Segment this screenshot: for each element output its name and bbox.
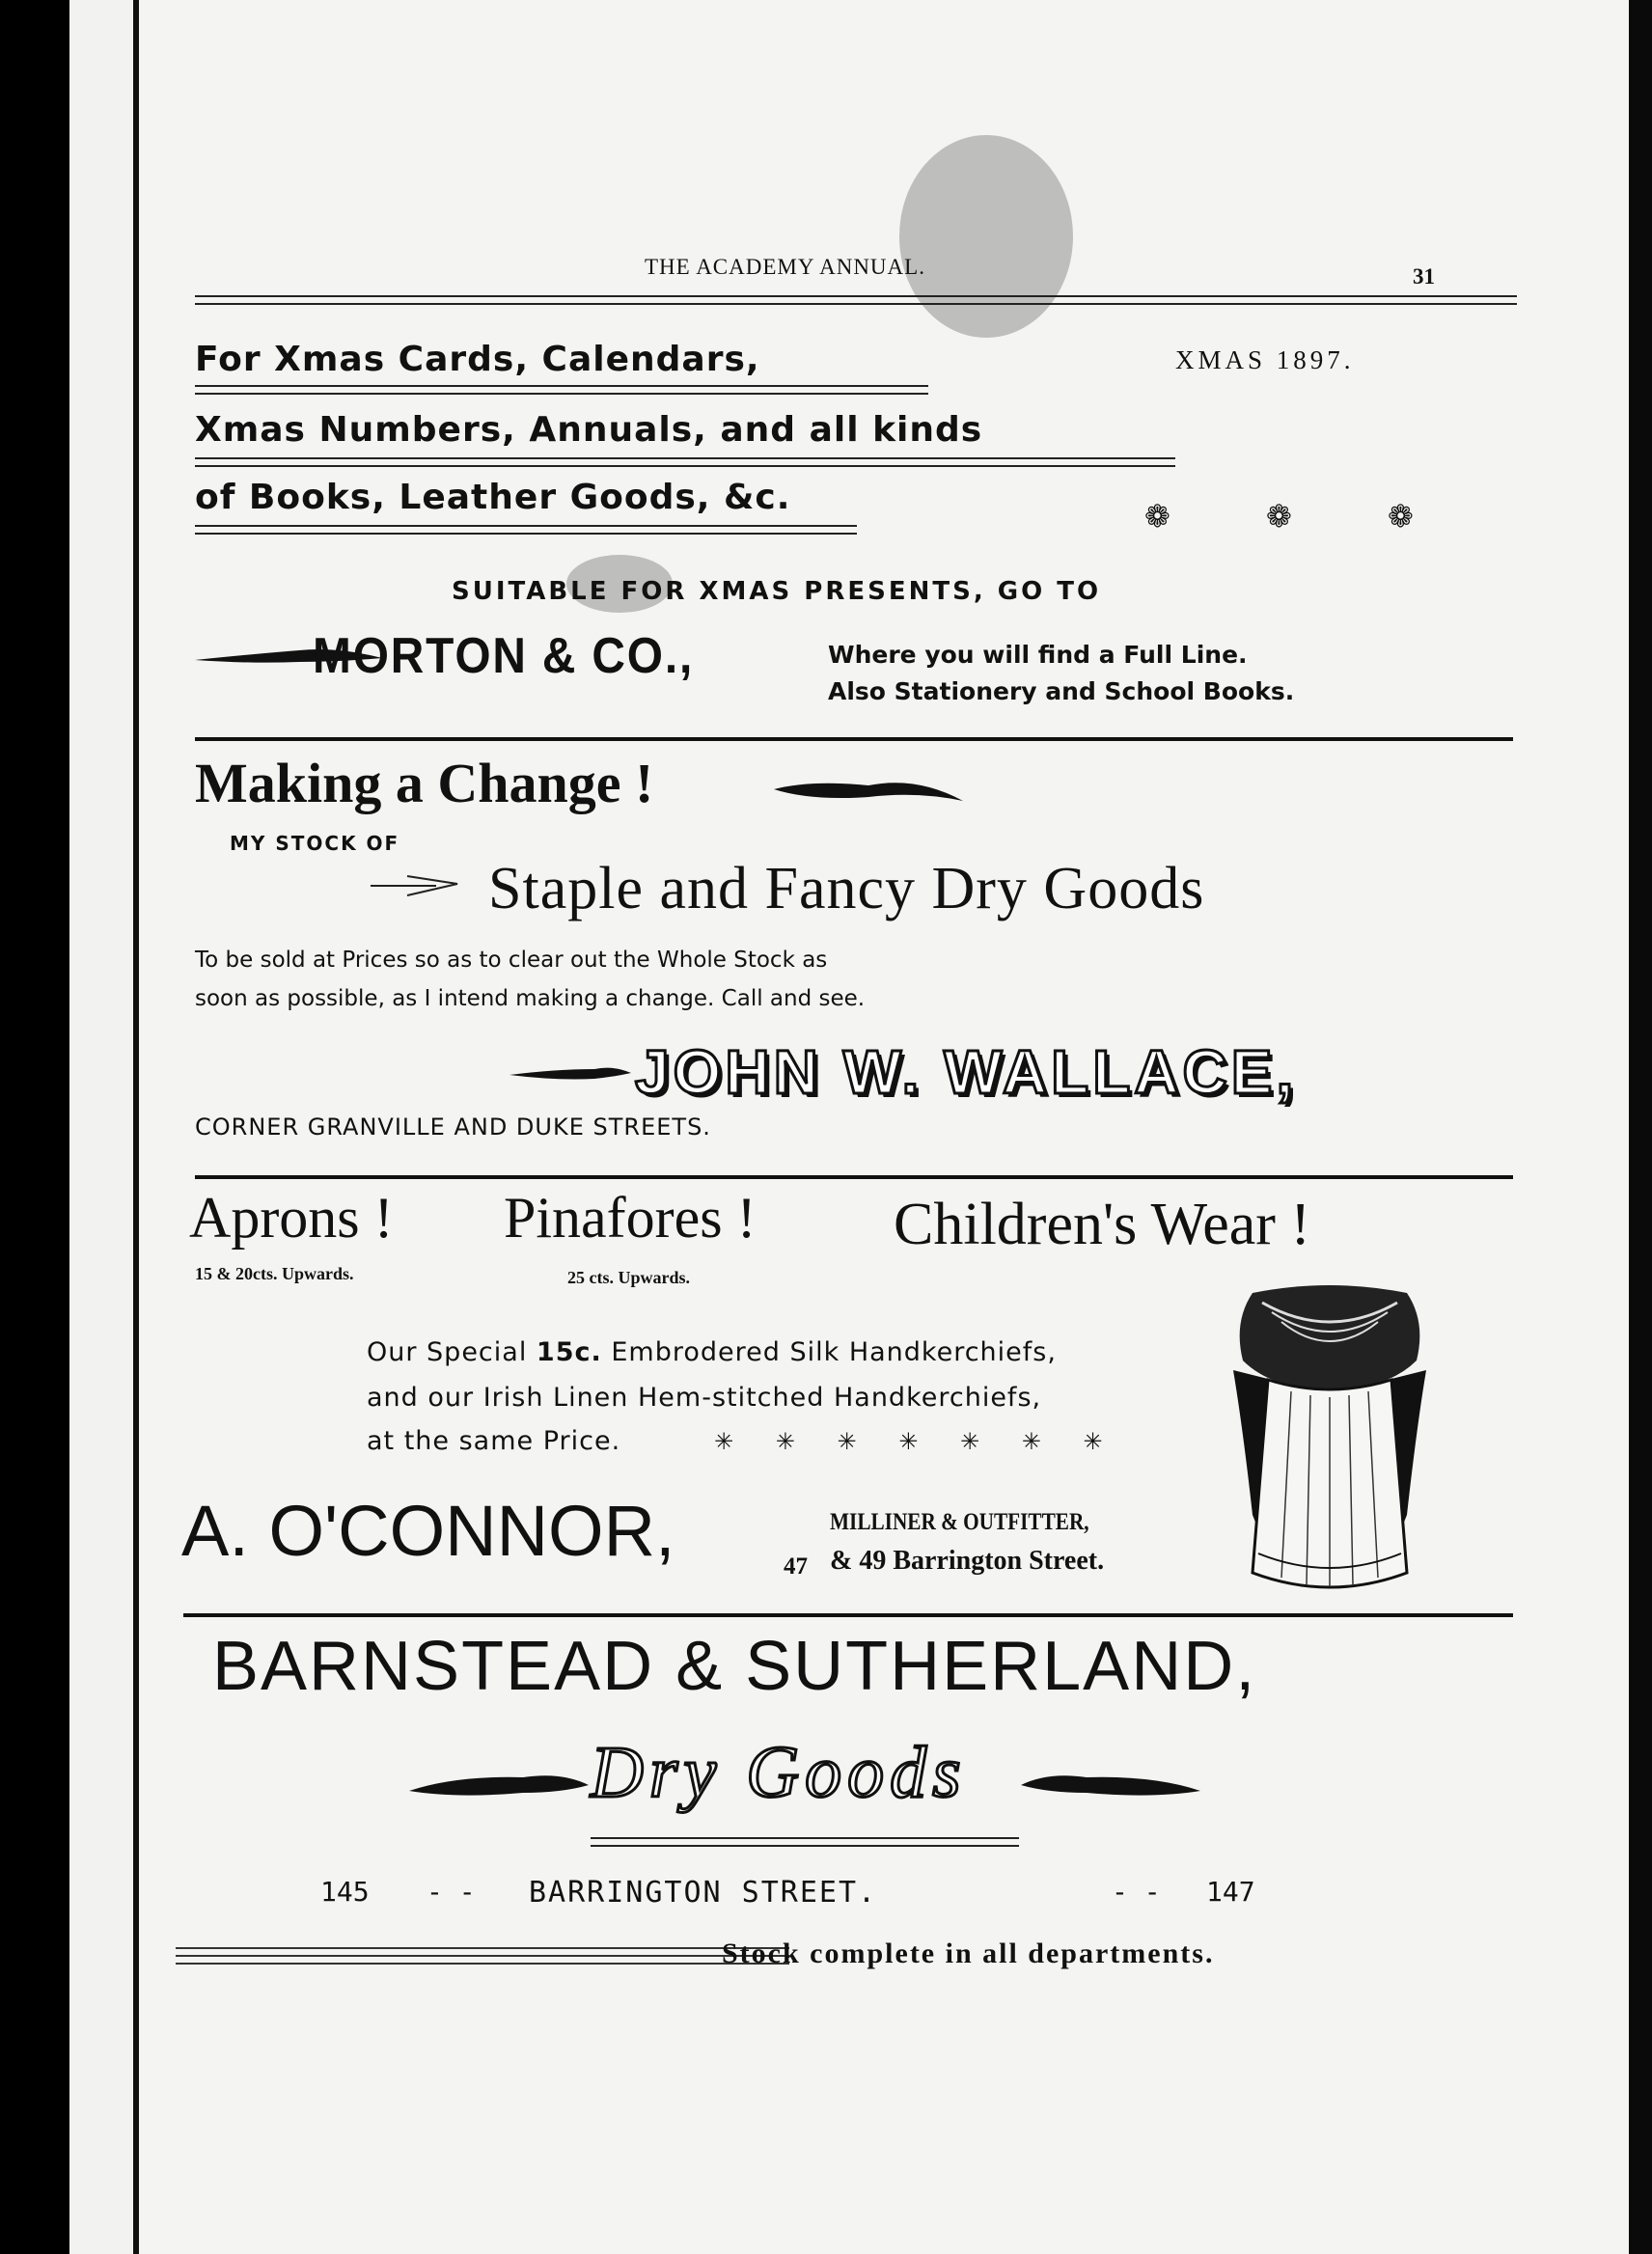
morton-line-1: For Xmas Cards, Calendars,: [195, 340, 760, 379]
flower-ornament-icon: ❁: [1266, 498, 1292, 535]
oconnor-number: 47: [784, 1553, 808, 1580]
page: [69, 0, 1652, 2254]
wallace-body-2: soon as possible, as I intend making a change. Call and see.: [195, 986, 866, 1011]
dashes-1: - -: [427, 1876, 476, 1908]
flower-ornament-icon: ❁: [1144, 498, 1170, 535]
book-spine: [69, 0, 139, 2254]
pinafore-illustration: [1233, 1283, 1426, 1598]
oconnor-name: A. O'CONNOR,: [181, 1491, 675, 1571]
special-line-3: at the same Price.: [367, 1426, 621, 1456]
morton-tagline-2: Also Stationery and School Books.: [828, 677, 1295, 705]
morton-line-3: of Books, Leather Goods, &c.: [195, 478, 791, 517]
pinafores-heading: Pinafores !: [504, 1186, 757, 1250]
my-stock-label: MY STOCK OF: [230, 832, 400, 855]
xmas-date: XMAS 1897.: [1175, 345, 1355, 374]
running-title: THE ACADEMY ANNUAL.: [645, 255, 925, 279]
making-change-headline: Making a Change !: [195, 752, 654, 814]
aprons-price: 15 & 20cts. Upwards.: [195, 1264, 354, 1283]
barnstead-name: BARNSTEAD & SUTHERLAND,: [212, 1628, 1257, 1705]
suitable-line: SUITABLE FOR XMAS PRESENTS, GO TO: [452, 577, 1102, 606]
pointer-flourish-icon: [369, 863, 465, 901]
wallace-address: CORNER GRANVILLE AND DUKE STREETS.: [195, 1113, 711, 1141]
dry-goods-heading: Dry Goods: [591, 1732, 967, 1813]
special-text-a: Our Special: [367, 1337, 537, 1367]
header-rule: [195, 295, 1517, 305]
page-number: 31: [1413, 264, 1435, 289]
staple-goods-line: Staple and Fancy Dry Goods: [488, 856, 1205, 921]
pinafores-price: 25 cts. Upwards.: [567, 1268, 691, 1287]
flourish-right-icon: [772, 772, 965, 811]
special-text-c: Embrodered Silk Handkerchiefs,: [601, 1337, 1057, 1367]
flourish-left-icon: [508, 1061, 633, 1086]
morton-firm-name: MORTON & CO.,: [313, 628, 695, 684]
flourish-right-icon: [1019, 1766, 1202, 1804]
flower-ornament-icon: ❁: [1388, 498, 1414, 535]
oconnor-trade: MILLINER & OUTFITTER,: [830, 1509, 1089, 1535]
stock-rule-3: [176, 1963, 789, 1965]
morton-underline-3: [195, 525, 857, 535]
wallace-name: JOHN W. WALLACE,: [635, 1037, 1298, 1107]
morton-underline-2: [195, 457, 1175, 467]
dashes-2: - -: [1112, 1876, 1161, 1908]
stock-rule-2: [176, 1955, 789, 1957]
stock-complete-line: Stock complete in all departments.: [722, 1938, 1215, 1969]
section-divider: [195, 737, 1513, 741]
morton-line-2: Xmas Numbers, Annuals, and all kinds: [195, 410, 983, 450]
morton-underline-1: [195, 385, 928, 395]
page-edge-shadow: [1629, 0, 1652, 2254]
morton-tagline-1: Where you will find a Full Line.: [828, 641, 1248, 669]
oconnor-street: & 49 Barrington Street.: [830, 1546, 1105, 1576]
street-number-2: 147: [1206, 1876, 1255, 1908]
flourish-left-icon: [407, 1766, 591, 1804]
special-line-2: and our Irish Linen Hem-stitched Handkerchiefs,: [367, 1383, 1042, 1413]
childrens-wear-heading: Children's Wear !: [894, 1192, 1311, 1257]
asterisk-row-icon: ✳ ✳ ✳ ✳ ✳ ✳ ✳: [714, 1428, 1120, 1455]
stock-rule-1: [176, 1947, 789, 1949]
water-stain: [899, 135, 1073, 338]
street-number-1: 145: [320, 1876, 370, 1908]
special-line-1: [367, 1337, 1057, 1367]
section-divider: [195, 1175, 1513, 1179]
goods-underline: [591, 1837, 1019, 1847]
aprons-heading: Aprons !: [189, 1186, 394, 1250]
section-divider: [183, 1613, 1513, 1617]
special-price: 15c.: [536, 1337, 602, 1367]
barrington-street: BARRINGTON STREET.: [529, 1876, 878, 1910]
wallace-body-1: To be sold at Prices so as to clear out the Whole Stock as: [195, 948, 828, 973]
